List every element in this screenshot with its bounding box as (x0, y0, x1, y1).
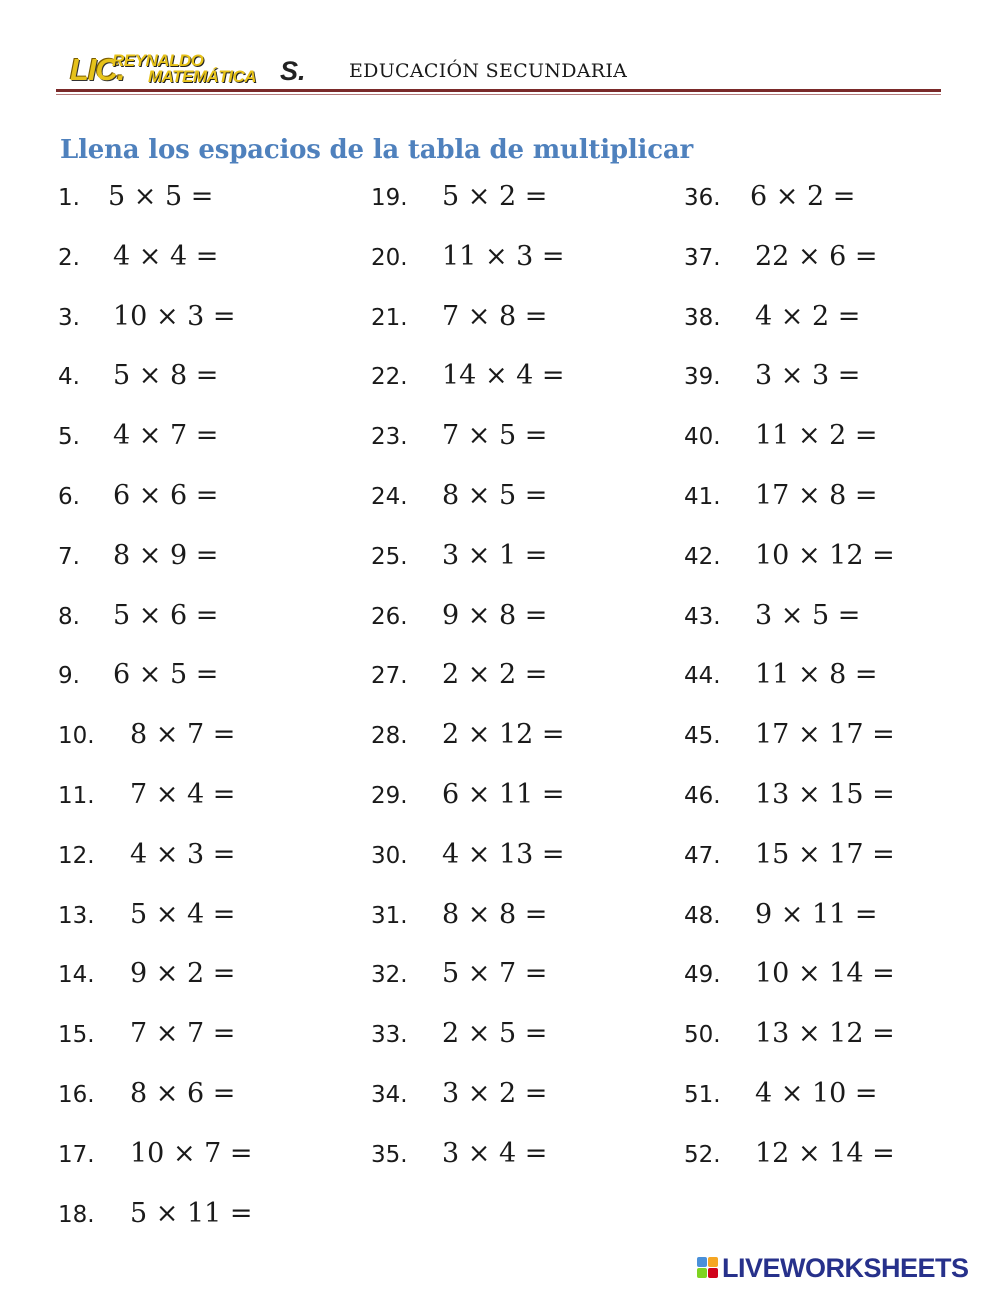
exercise-item (684, 1018, 895, 1058)
exercise-number: 30. (371, 843, 408, 869)
multiplication-expression: 17 × 8 = (755, 480, 878, 511)
multiplication-expression: 2 × 2 = (442, 659, 548, 690)
exercise-number: 47. (684, 843, 721, 869)
multiplication-expression: 8 × 9 = (113, 540, 219, 571)
header-divider-thin (56, 94, 941, 95)
exercise-item (684, 958, 895, 998)
exercise-number: 32. (371, 962, 408, 988)
multiplication-expression: 9 × 11 = (755, 899, 878, 930)
logo-square (697, 1257, 707, 1267)
exercise-item (371, 719, 565, 759)
exercise-number: 4. (58, 364, 80, 390)
multiplication-expression: 22 × 6 = (755, 241, 878, 272)
exercise-number: 13. (58, 903, 95, 929)
exercise-item (371, 540, 548, 580)
multiplication-expression: 6 × 5 = (113, 659, 219, 690)
exercise-number: 14. (58, 962, 95, 988)
exercise-item (58, 1198, 253, 1238)
exercise-item (684, 839, 895, 879)
exercise-item (684, 540, 895, 580)
multiplication-expression: 3 × 2 = (442, 1078, 548, 1109)
multiplication-expression: 7 × 8 = (442, 301, 548, 332)
exercise-item (684, 301, 861, 341)
multiplication-expression: 5 × 6 = (113, 600, 219, 631)
exercise-item (58, 360, 219, 400)
logo-name-text: REYNALDO (112, 51, 204, 70)
exercise-item (58, 1078, 236, 1118)
exercise-item (58, 1138, 253, 1178)
multiplication-expression: 4 × 4 = (113, 241, 219, 272)
exercise-item (371, 241, 565, 281)
exercise-number: 21. (371, 305, 408, 331)
exercise-number: 27. (371, 663, 408, 689)
exercise-item (58, 301, 236, 341)
multiplication-expression: 8 × 6 = (130, 1078, 236, 1109)
exercise-item (684, 360, 861, 400)
multiplication-expression: 7 × 4 = (130, 779, 236, 810)
school-level-label: EDUCACIÓN SECUNDARIA (349, 60, 628, 82)
exercise-number: 28. (371, 723, 408, 749)
multiplication-expression: 13 × 12 = (755, 1018, 895, 1049)
logo-square (697, 1268, 707, 1278)
multiplication-expression: 11 × 3 = (442, 241, 565, 272)
exercise-number: 10. (58, 723, 95, 749)
exercise-item (58, 241, 219, 281)
exercise-number: 29. (371, 783, 408, 809)
exercise-number: 52. (684, 1142, 721, 1168)
multiplication-expression: 15 × 17 = (755, 839, 895, 870)
multiplication-expression: 11 × 2 = (755, 420, 878, 451)
exercise-number: 25. (371, 544, 408, 570)
exercise-number: 51. (684, 1082, 721, 1108)
exercise-item (684, 779, 895, 819)
exercise-number: 45. (684, 723, 721, 749)
exercise-number: 42. (684, 544, 721, 570)
exercise-item (371, 958, 548, 998)
exercise-item (58, 659, 219, 699)
exercise-item (58, 779, 236, 819)
multiplication-expression: 4 × 3 = (130, 839, 236, 870)
exercise-item (371, 1078, 548, 1118)
exercise-item (58, 1018, 236, 1058)
exercise-number: 12. (58, 843, 95, 869)
logo-initial-text: S. (280, 56, 306, 86)
multiplication-expression: 6 × 6 = (113, 480, 219, 511)
exercise-number: 40. (684, 424, 721, 450)
exercise-number: 3. (58, 305, 80, 331)
exercise-item (684, 1078, 878, 1118)
exercise-number: 50. (684, 1022, 721, 1048)
exercise-item (371, 181, 548, 221)
exercise-number: 9. (58, 663, 80, 689)
liveworksheets-brand: LIVEWORKSHEETS (722, 1253, 969, 1283)
multiplication-expression: 10 × 7 = (130, 1138, 253, 1169)
exercise-number: 1. (58, 185, 80, 211)
multiplication-expression: 3 × 5 = (755, 600, 861, 631)
exercise-number: 33. (371, 1022, 408, 1048)
exercise-number: 34. (371, 1082, 408, 1108)
exercise-number: 11. (58, 783, 95, 809)
header-divider (56, 89, 941, 92)
exercise-item (58, 420, 219, 460)
exercise-number: 23. (371, 424, 408, 450)
exercise-item (58, 181, 214, 221)
exercise-number: 26. (371, 604, 408, 630)
exercise-item (684, 600, 861, 640)
exercise-item (371, 1018, 548, 1058)
multiplication-expression: 6 × 11 = (442, 779, 565, 810)
instruction-title: Llena los espacios de la tabla de multiplicar (60, 135, 693, 165)
exercise-item (58, 600, 219, 640)
teacher-logo (70, 50, 310, 90)
exercise-item (371, 779, 565, 819)
exercise-item (58, 480, 219, 520)
exercise-number: 46. (684, 783, 721, 809)
logo-square (708, 1268, 718, 1278)
multiplication-expression: 5 × 5 = (108, 181, 214, 212)
exercise-number: 24. (371, 484, 408, 510)
exercise-item (58, 899, 236, 939)
multiplication-expression: 2 × 5 = (442, 1018, 548, 1049)
multiplication-expression: 8 × 7 = (130, 719, 236, 750)
exercise-number: 38. (684, 305, 721, 331)
exercise-number: 7. (58, 544, 80, 570)
exercise-number: 5. (58, 424, 80, 450)
exercise-number: 22. (371, 364, 408, 390)
exercise-item (58, 719, 236, 759)
exercise-item (684, 899, 878, 939)
exercise-number: 41. (684, 484, 721, 510)
exercise-number: 31. (371, 903, 408, 929)
exercise-number: 16. (58, 1082, 95, 1108)
exercise-item (371, 1138, 548, 1178)
exercise-item (371, 360, 565, 400)
exercise-number: 39. (684, 364, 721, 390)
logo-lic-text: LIC. (70, 52, 125, 87)
multiplication-expression: 8 × 5 = (442, 480, 548, 511)
exercise-number: 48. (684, 903, 721, 929)
exercise-item (684, 181, 856, 221)
exercise-item (684, 719, 895, 759)
liveworksheets-logo-icon (697, 1257, 719, 1279)
multiplication-expression: 5 × 8 = (113, 360, 219, 391)
multiplication-expression: 12 × 14 = (755, 1138, 895, 1169)
exercise-number: 6. (58, 484, 80, 510)
multiplication-expression: 7 × 5 = (442, 420, 548, 451)
exercise-item (58, 958, 236, 998)
exercise-item (58, 839, 236, 879)
exercise-item (684, 1138, 895, 1178)
exercise-number: 17. (58, 1142, 95, 1168)
multiplication-expression: 5 × 4 = (130, 899, 236, 930)
multiplication-expression: 9 × 8 = (442, 600, 548, 631)
exercise-number: 49. (684, 962, 721, 988)
exercise-number: 43. (684, 604, 721, 630)
exercise-number: 2. (58, 245, 80, 271)
multiplication-expression: 10 × 12 = (755, 540, 895, 571)
multiplication-expression: 9 × 2 = (130, 958, 236, 989)
logo-subject-text: MATEMÁTICA (148, 67, 256, 86)
logo-square (708, 1257, 718, 1267)
multiplication-expression: 4 × 10 = (755, 1078, 878, 1109)
multiplication-expression: 4 × 7 = (113, 420, 219, 451)
exercise-number: 36. (684, 185, 721, 211)
exercise-item (371, 659, 548, 699)
multiplication-expression: 4 × 13 = (442, 839, 565, 870)
multiplication-expression: 3 × 1 = (442, 540, 548, 571)
multiplication-expression: 13 × 15 = (755, 779, 895, 810)
exercise-number: 19. (371, 185, 408, 211)
exercise-item (684, 420, 878, 460)
multiplication-expression: 6 × 2 = (750, 181, 856, 212)
multiplication-expression: 2 × 12 = (442, 719, 565, 750)
multiplication-expression: 5 × 2 = (442, 181, 548, 212)
multiplication-expression: 17 × 17 = (755, 719, 895, 750)
multiplication-expression: 3 × 4 = (442, 1138, 548, 1169)
exercise-number: 37. (684, 245, 721, 271)
exercise-number: 35. (371, 1142, 408, 1168)
multiplication-expression: 3 × 3 = (755, 360, 861, 391)
multiplication-expression: 10 × 14 = (755, 958, 895, 989)
liveworksheets-footer (697, 1255, 997, 1285)
multiplication-expression: 7 × 7 = (130, 1018, 236, 1049)
multiplication-expression: 8 × 8 = (442, 899, 548, 930)
multiplication-expression: 5 × 11 = (130, 1198, 253, 1229)
worksheet-header (0, 0, 1000, 100)
exercise-item (371, 420, 548, 460)
exercise-number: 18. (58, 1202, 95, 1228)
exercise-item (371, 600, 548, 640)
exercise-item (371, 480, 548, 520)
multiplication-expression: 5 × 7 = (442, 958, 548, 989)
exercise-number: 8. (58, 604, 80, 630)
exercise-number: 15. (58, 1022, 95, 1048)
exercise-item (684, 241, 878, 281)
multiplication-expression: 10 × 3 = (113, 301, 236, 332)
exercise-item (58, 540, 219, 580)
exercise-item (371, 839, 565, 879)
exercise-item (371, 899, 548, 939)
exercise-item (684, 659, 878, 699)
multiplication-expression: 11 × 8 = (755, 659, 878, 690)
multiplication-expression: 14 × 4 = (442, 360, 565, 391)
exercise-item (371, 301, 548, 341)
multiplication-expression: 4 × 2 = (755, 301, 861, 332)
exercise-number: 20. (371, 245, 408, 271)
exercise-number: 44. (684, 663, 721, 689)
exercise-item (684, 480, 878, 520)
